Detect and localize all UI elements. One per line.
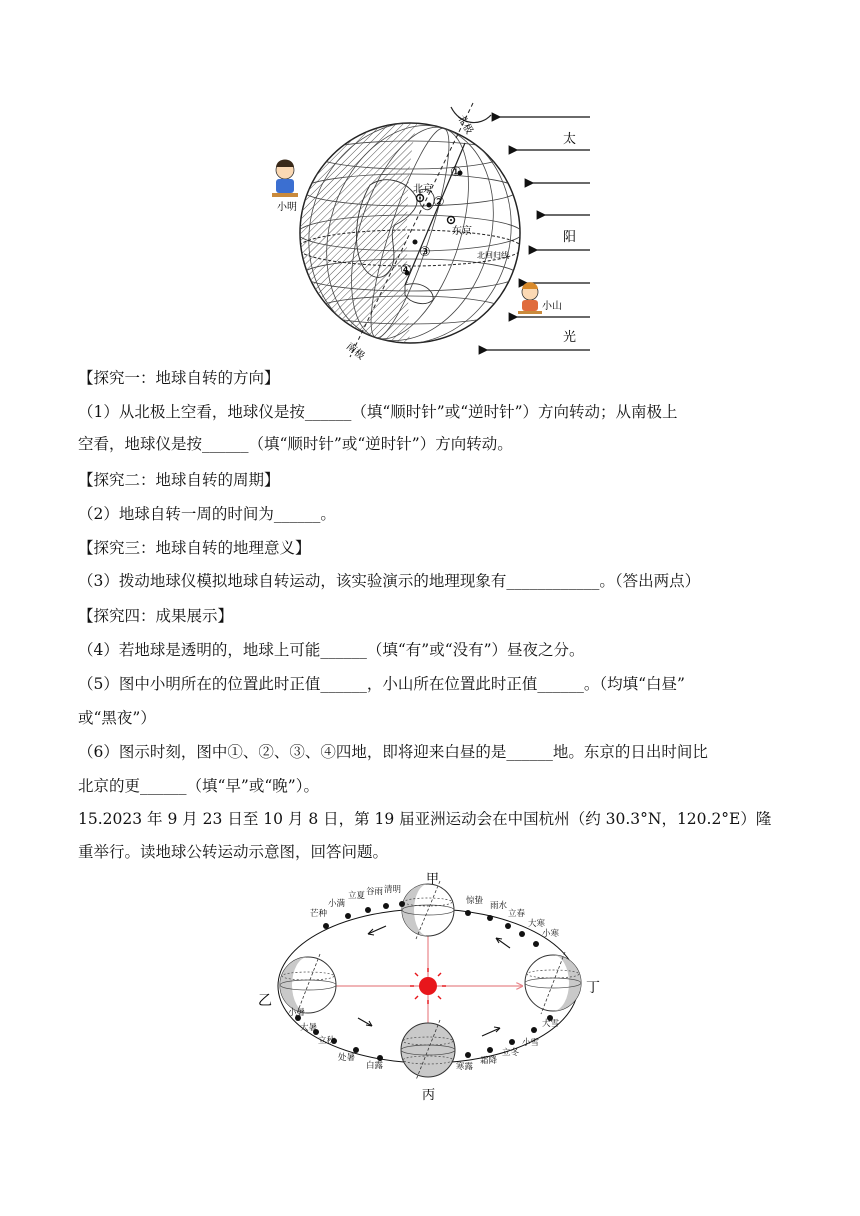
term-lichun: 立春 bbox=[508, 909, 526, 919]
point-1-label: ① bbox=[450, 165, 462, 180]
position-right-label: 丁 bbox=[586, 980, 600, 996]
term-chushu: 处暑 bbox=[338, 1053, 356, 1063]
question-15-line-2: 重举行。读地球公转运动示意图，回答问题。 bbox=[78, 843, 389, 861]
term-dashu: 大暑 bbox=[300, 1023, 318, 1033]
heading-explore-2: 【探究二：地球自转的周期】 bbox=[78, 471, 280, 489]
earth-top bbox=[402, 881, 454, 939]
term-shuangjiang: 霜降 bbox=[480, 1056, 498, 1066]
sun-label-1: 太 bbox=[563, 132, 577, 147]
heading-explore-4: 【探究四：成果展示】 bbox=[78, 607, 234, 625]
revolution-figure-svg bbox=[250, 868, 620, 1106]
position-top-label: 甲 bbox=[426, 872, 440, 887]
tropic-label: 北回归线 bbox=[477, 251, 509, 260]
term-daxue: 大雪 bbox=[542, 1019, 560, 1029]
term-xiaohan: 小寒 bbox=[542, 929, 560, 939]
person-left-label: 小明 bbox=[277, 202, 297, 213]
earth-bottom bbox=[401, 1020, 455, 1080]
heading-explore-1: 【探究一：地球自转的方向】 bbox=[78, 369, 280, 387]
term-bailu: 白露 bbox=[366, 1061, 384, 1071]
term-lidong: 立冬 bbox=[502, 1048, 520, 1058]
point-2-label: ② bbox=[433, 195, 445, 210]
heading-explore-3: 【探究三：地球自转的地理意义】 bbox=[78, 539, 311, 557]
south-pole-label: 南极 bbox=[343, 340, 367, 360]
question-5-line-1: （5）图中小明所在的位置此时正值______，小山所在位置此时正值______。（均填“白昼” bbox=[78, 675, 685, 693]
question-5-line-2: 或“黑夜”） bbox=[78, 709, 156, 727]
person-right-label: 小山 bbox=[542, 301, 562, 312]
term-yushui: 雨水 bbox=[490, 901, 508, 911]
term-lixia: 立夏 bbox=[348, 891, 366, 901]
term-jingzhe: 惊蛰 bbox=[466, 896, 484, 906]
north-pole-label: 北极 bbox=[455, 113, 475, 137]
earth-right bbox=[525, 952, 581, 1014]
term-mangzhong: 芒种 bbox=[310, 909, 328, 919]
tokyo-label: 东京 bbox=[452, 226, 472, 237]
person-left-icon bbox=[272, 160, 298, 198]
position-bottom-label: 丙 bbox=[422, 1088, 436, 1103]
question-2: （2）地球自转一周的时间为______。 bbox=[78, 505, 336, 523]
earth-left bbox=[280, 954, 336, 1016]
term-dahan: 大寒 bbox=[528, 919, 546, 929]
person-right-icon bbox=[518, 282, 542, 314]
globe bbox=[280, 96, 539, 360]
question-6-line-1: （6）图示时刻，图中①、②、③、④四地，即将迎来白昼的是______地。东京的日出时间比 bbox=[78, 743, 708, 761]
term-liqiu: 立秋 bbox=[318, 1036, 336, 1046]
question-4: （4）若地球是透明的，地球上可能______（填“有”或“没有”）昼夜之分。 bbox=[78, 641, 585, 659]
term-guyu: 谷雨 bbox=[366, 887, 384, 897]
sun-label-2: 阳 bbox=[563, 230, 577, 245]
globe-figure-svg bbox=[255, 95, 605, 360]
position-left-label: 乙 bbox=[258, 993, 272, 1009]
point-4-label: ④ bbox=[400, 263, 412, 278]
question-3: （3）拨动地球仪模拟地球自转运动，该实验演示的地理现象有____________。（答出两点） bbox=[78, 572, 701, 590]
question-1-line-2: 空看，地球仪是按______（填“顺时针”或“逆时针”）方向转动。 bbox=[78, 435, 513, 453]
term-qingming: 清明 bbox=[384, 885, 402, 895]
term-hanlu: 寒露 bbox=[456, 1062, 474, 1072]
night-side bbox=[295, 115, 420, 345]
question-15-line-1: 15.2023 年 9 月 23 日至 10 月 8 日，第 19 届亚洲运动会在中国杭州（约 30.3°N，120.2°E）隆 bbox=[78, 810, 772, 828]
beijing-label: 北京 bbox=[413, 184, 433, 195]
question-1-line-1: （1）从北极上空看，地球仪是按______（填“顺时针”或“逆时针”）方向转动；从南极上 bbox=[78, 403, 678, 421]
sun-label-3: 光 bbox=[563, 330, 577, 345]
term-xiaoman: 小满 bbox=[328, 899, 346, 909]
question-6-line-2: 北京的更______（填“早”或“晚”）。 bbox=[78, 777, 319, 795]
revolution-diagram bbox=[250, 868, 620, 1106]
term-xiaoshu: 小暑 bbox=[288, 1008, 306, 1018]
term-xiaoxue: 小雪 bbox=[522, 1038, 540, 1048]
rotation-diagram bbox=[255, 95, 605, 360]
point-3-label: ③ bbox=[419, 245, 431, 260]
